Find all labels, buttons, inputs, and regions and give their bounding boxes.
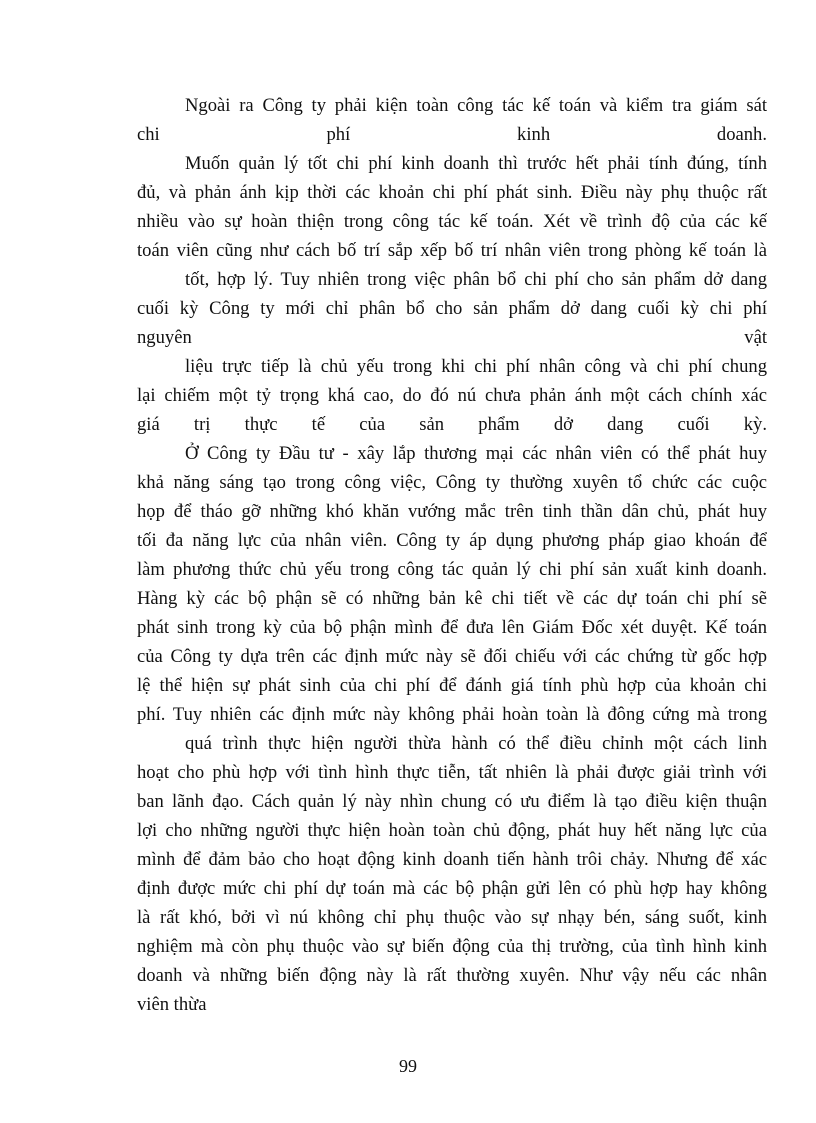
page-number: 99 [399, 1056, 417, 1076]
text-line: tối đa năng lực của nhân viên. Công ty áp dụng phương pháp giao khoán để [137, 530, 767, 551]
text-line: Ngoài ra Công ty phải kiện toàn công tác kế toán và kiểm tra giám sát [185, 95, 767, 116]
text-line: nghiệm mà còn phụ thuộc vào sự biến động của thị trường, của tình hình kinh [137, 936, 767, 957]
text-line: khả năng sáng tạo trong công việc, Công ty thường xuyên tổ chức các cuộc [137, 472, 767, 493]
text-line: định được mức chi phí dự toán mà các bộ phận gửi lên có phù hợp hay không [137, 878, 767, 899]
text-line: lợi cho những người thực hiện hoàn toàn chủ động, phát huy hết năng lực của [137, 820, 767, 841]
text-line: mình để đảm bảo cho hoạt động kinh doanh tiến hành trôi chảy. Nhưng để xác [137, 849, 767, 870]
text-line: nhiều vào sự hoàn thiện trong công tác kế toán. Xét về trình độ của các kế [137, 211, 767, 232]
text-line: ban lãnh đạo. Cách quản lý này nhìn chung có ưu điểm là tạo điều kiện thuận [137, 791, 767, 812]
text-line: liệu trực tiếp là chủ yếu trong khi chi phí nhân công và chi phí chung [185, 356, 767, 377]
text-line: phát sinh trong kỳ của bộ phận mình để đưa lên Giám Đốc xét duyệt. Kế toán [137, 617, 767, 638]
text-line: viên thừa [137, 994, 207, 1015]
text-line: Hàng kỳ các bộ phận sẽ có những bản kê chi tiết về các dự toán chi phí sẽ [137, 588, 767, 609]
text-line: doanh và những biến động này là rất thường xuyên. Như vậy nếu các nhân [137, 965, 767, 986]
text-line: phí. Tuy nhiên các định mức này không phải hoàn toàn là đông cứng mà trong [137, 704, 767, 725]
text-line: nguyên vật [137, 327, 767, 348]
text-line: chi phí kinh doanh. [137, 124, 767, 145]
text-line: họp để tháo gỡ những khó khăn vướng mắc trên tinh thần dân chủ, phát huy [137, 501, 767, 522]
text-line: quá trình thực hiện người thừa hành có thể điều chỉnh một cách linh [185, 733, 767, 754]
text-line: hoạt cho phù hợp với tình hình thực tiễn, tất nhiên là phải được giải trình với [137, 762, 767, 783]
text-line: Muốn quản lý tốt chi phí kinh doanh thì trước hết phải tính đúng, tính [185, 153, 767, 174]
text-line: cuối kỳ Công ty mới chỉ phân bổ cho sản phẩm dở dang cuối kỳ chi phí [137, 298, 767, 319]
text-line: Ở Công ty Đầu tư - xây lắp thương mại các nhân viên có thể phát huy [185, 443, 767, 464]
text-line: lệ thể hiện sự phát sinh của chi phí để đánh giá tính phù hợp của khoản chi [137, 675, 767, 696]
text-line: làm phương thức chủ yếu trong công tác quản lý chi phí sản xuất kinh doanh. [137, 559, 767, 580]
text-line: toán viên cũng như cách bố trí sắp xếp bố trí nhân viên trong phòng kế toán là [137, 240, 767, 261]
text-line: tốt, hợp lý. Tuy nhiên trong việc phân bổ chi phí cho sản phẩm dở dang [185, 269, 767, 290]
text-line: của Công ty dựa trên các định mức này sẽ đối chiếu với các chứng từ gốc hợp [137, 646, 767, 667]
text-line: giá trị thực tế của sản phẩm dở dang cuối kỳ. [137, 414, 767, 435]
text-line: đủ, và phản ánh kịp thời các khoản chi phí phát sinh. Điều này phụ thuộc rất [137, 182, 767, 203]
text-line: lại chiếm một tỷ trọng khá cao, do đó nú chưa phản ánh một cách chính xác [137, 385, 767, 406]
text-line: là rất khó, bởi vì nú không chỉ phụ thuộc vào sự nhạy bén, sáng suốt, kinh [137, 907, 767, 928]
